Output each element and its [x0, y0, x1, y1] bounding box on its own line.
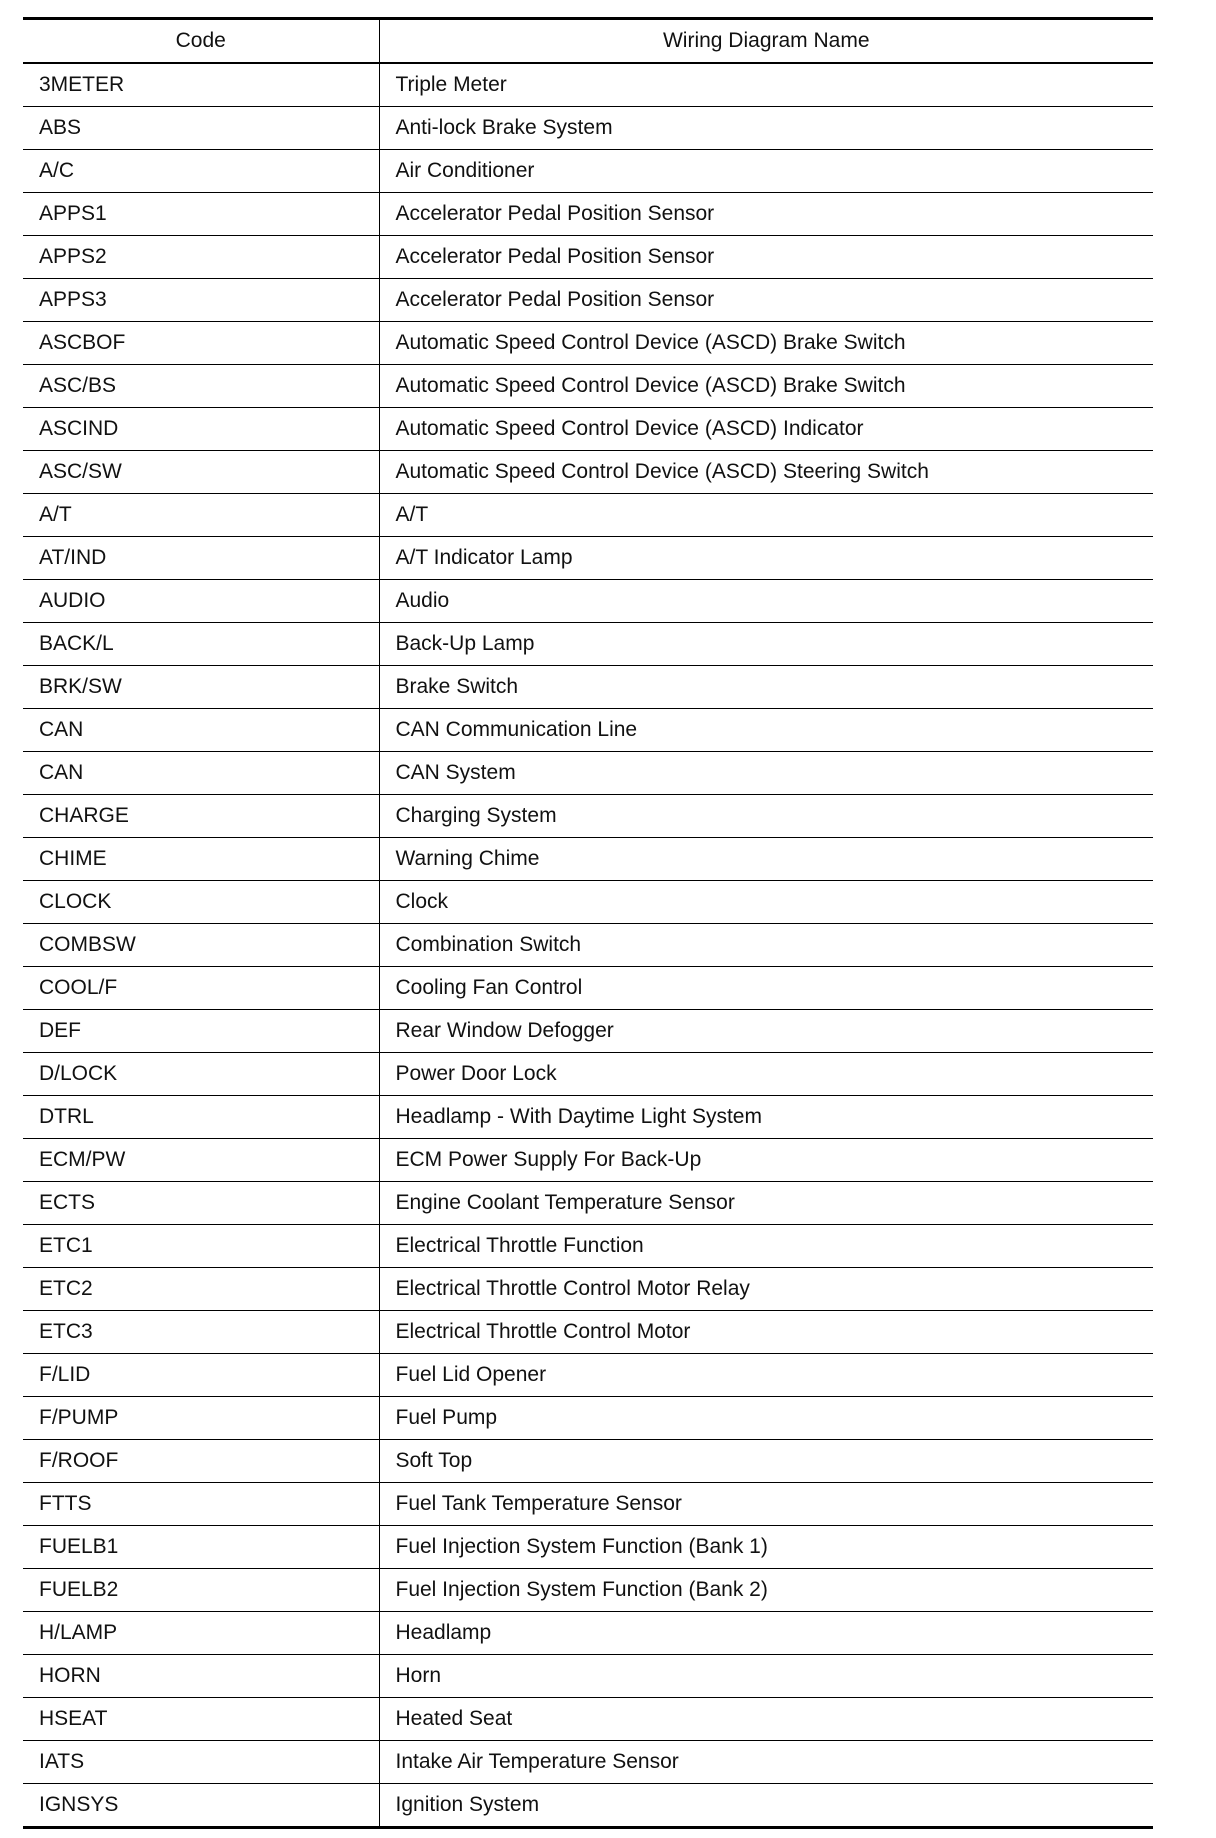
code-cell: IATS: [23, 1741, 379, 1784]
table-row: [23, 838, 1153, 881]
header-row: [23, 19, 1153, 64]
code-cell: CAN: [23, 752, 379, 795]
code-cell: AUDIO: [23, 580, 379, 623]
wiring-diagram-name-cell: A/T Indicator Lamp: [379, 537, 1153, 580]
code-cell: BACK/L: [23, 623, 379, 666]
code-cell: APPS2: [23, 236, 379, 279]
code-cell: F/PUMP: [23, 1397, 379, 1440]
code-cell: ECTS: [23, 1182, 379, 1225]
table-row: [23, 1311, 1153, 1354]
code-cell: ASC/SW: [23, 451, 379, 494]
code-cell: CAN: [23, 709, 379, 752]
wiring-diagram-name-cell: Accelerator Pedal Position Sensor: [379, 193, 1153, 236]
wiring-diagram-name-cell: Anti-lock Brake System: [379, 107, 1153, 150]
code-column-header: Code: [23, 19, 379, 64]
code-cell: APPS3: [23, 279, 379, 322]
table-row: [23, 1053, 1153, 1096]
wiring-diagram-name-cell: Combination Switch: [379, 924, 1153, 967]
table-row: [23, 709, 1153, 752]
wiring-diagram-name-cell: Clock: [379, 881, 1153, 924]
code-cell: FTTS: [23, 1483, 379, 1526]
table-row: [23, 1526, 1153, 1569]
wiring-diagram-name-cell: Power Door Lock: [379, 1053, 1153, 1096]
table-row: [23, 279, 1153, 322]
table-row: [23, 408, 1153, 451]
wiring-diagram-name-cell: Electrical Throttle Function: [379, 1225, 1153, 1268]
code-cell: ETC1: [23, 1225, 379, 1268]
table-row: [23, 537, 1153, 580]
wiring-diagram-name-cell: Ignition System: [395, 1793, 540, 1816]
code-cell: ASCBOF: [23, 322, 379, 365]
wiring-diagram-name-cell: Accelerator Pedal Position Sensor: [379, 236, 1153, 279]
wiring-diagram-name-cell: Fuel Injection System Function (Bank 2): [379, 1569, 1153, 1612]
code-cell: FUELB1: [23, 1526, 379, 1569]
table-row: [23, 193, 1153, 236]
table-row: [23, 451, 1153, 494]
table-row: [23, 1698, 1153, 1741]
code-cell: CHIME: [23, 838, 379, 881]
code-cell: ETC3: [23, 1311, 379, 1354]
table-row: [23, 1096, 1153, 1139]
wiring-diagram-name-cell: Audio: [379, 580, 1153, 623]
wiring-diagram-name-cell: Heated Seat: [379, 1698, 1153, 1741]
table-row: [23, 580, 1153, 623]
code-cell: CLOCK: [23, 881, 379, 924]
table-row: [23, 1010, 1153, 1053]
wiring-diagram-name-cell: Electrical Throttle Control Motor Relay: [379, 1268, 1153, 1311]
code-cell: COOL/F: [23, 967, 379, 1010]
table-row: [23, 1139, 1153, 1182]
code-cell: ABS: [23, 107, 379, 150]
code-cell: A/C: [23, 150, 379, 193]
wiring-diagram-name-cell: Cooling Fan Control: [379, 967, 1153, 1010]
table-row: [23, 63, 1153, 107]
code-cell: APPS1: [23, 193, 379, 236]
table-row: [23, 1182, 1153, 1225]
table-row: [23, 881, 1153, 924]
table-row: [23, 1225, 1153, 1268]
wiring-diagram-name-cell: Soft Top: [379, 1440, 1153, 1483]
wiring-diagram-name-cell: Horn: [379, 1655, 1153, 1698]
table-row: [23, 924, 1153, 967]
wiring-diagram-name-cell: Intake Air Temperature Sensor: [379, 1741, 1153, 1784]
code-cell: BRK/SW: [23, 666, 379, 709]
code-cell: F/LID: [23, 1354, 379, 1397]
wiring-diagram-name-cell: Automatic Speed Control Device (ASCD) Indicator: [379, 408, 1153, 451]
table-header: [23, 19, 1153, 64]
code-cell: H/LAMP: [23, 1612, 379, 1655]
wiring-diagram-name-cell: Accelerator Pedal Position Sensor: [379, 279, 1153, 322]
wiring-diagram-name-cell: Headlamp: [379, 1612, 1153, 1655]
code-cell: ETC2: [23, 1268, 379, 1311]
wiring-diagram-name-cell: Automatic Speed Control Device (ASCD) Brake Switch: [379, 322, 1153, 365]
wiring-diagram-name-cell: Brake Switch: [379, 666, 1153, 709]
code-cell: F/ROOF: [23, 1440, 379, 1483]
table-row: [23, 666, 1153, 709]
table-row: [23, 1268, 1153, 1311]
wiring-diagram-name-cell: Fuel Tank Temperature Sensor: [379, 1483, 1153, 1526]
table-row: [23, 322, 1153, 365]
wiring-diagram-name-cell: Fuel Lid Opener: [379, 1354, 1153, 1397]
code-cell: AT/IND: [23, 537, 379, 580]
table-row: [23, 494, 1153, 537]
code-cell: ECM/PW: [23, 1139, 379, 1182]
table-row: [23, 1784, 1153, 1828]
code-cell: DEF: [23, 1010, 379, 1053]
code-cell: HSEAT: [23, 1698, 379, 1741]
table-row: [23, 1354, 1153, 1397]
table-row: [23, 623, 1153, 666]
table-row: [23, 365, 1153, 408]
wiring-diagram-name-cell: Air Conditioner: [379, 150, 1153, 193]
wiring-diagram-name-cell: Charging System: [379, 795, 1153, 838]
wiring-diagram-name-cell: CAN Communication Line: [379, 709, 1153, 752]
wiring-diagram-name-cell: Headlamp - With Daytime Light System: [379, 1096, 1153, 1139]
table-row: [23, 107, 1153, 150]
wiring-diagram-name-cell: Rear Window Defogger: [379, 1010, 1153, 1053]
code-cell: HORN: [23, 1655, 379, 1698]
code-cell: FUELB2: [23, 1569, 379, 1612]
code-cell: ASCIND: [23, 408, 379, 451]
wiring-diagram-name-cell: Back-Up Lamp: [379, 623, 1153, 666]
table-row: [23, 795, 1153, 838]
table-row: [23, 1483, 1153, 1526]
table-row: [23, 150, 1153, 193]
code-cell: IGNSYS: [23, 1784, 379, 1828]
wiring-diagram-code-table: [23, 17, 1153, 1829]
code-cell: A/T: [23, 494, 379, 537]
wiring-diagram-name-cell: A/T: [379, 494, 1153, 537]
code-cell: CHARGE: [23, 795, 379, 838]
table-row: [23, 1569, 1153, 1612]
wiring-diagram-name-cell: Automatic Speed Control Device (ASCD) Brake Switch: [379, 365, 1153, 408]
wiring-diagram-name-cell: Triple Meter: [379, 63, 1153, 107]
wiring-diagram-name-cell: Electrical Throttle Control Motor: [379, 1311, 1153, 1354]
code-cell: D/LOCK: [23, 1053, 379, 1096]
table-row: [23, 236, 1153, 279]
table-row: [23, 1741, 1153, 1784]
code-cell: ASC/BS: [23, 365, 379, 408]
wiring-diagram-name-cell: Fuel Pump: [379, 1397, 1153, 1440]
table-row: [23, 752, 1153, 795]
wiring-diagram-name-cell: CAN System: [379, 752, 1153, 795]
code-cell: DTRL: [23, 1096, 379, 1139]
code-cell: 3METER: [23, 63, 379, 107]
table-row: [23, 1440, 1153, 1483]
wiring-diagram-name-cell: Engine Coolant Temperature Sensor: [379, 1182, 1153, 1225]
table-row: [23, 1612, 1153, 1655]
table-row: [23, 1655, 1153, 1698]
wiring-diagram-name-cell: Automatic Speed Control Device (ASCD) Steering Switch: [379, 451, 1153, 494]
wiring-diagram-name-cell: ECM Power Supply For Back-Up: [379, 1139, 1153, 1182]
table-row: [23, 967, 1153, 1010]
name-column-header: Wiring Diagram Name: [379, 19, 1153, 64]
wiring-diagram-name-cell: Warning Chime: [379, 838, 1153, 881]
table-body: [23, 63, 1153, 1828]
table-row: [23, 1397, 1153, 1440]
code-cell: COMBSW: [23, 924, 379, 967]
wiring-diagram-name-cell: Fuel Injection System Function (Bank 1): [379, 1526, 1153, 1569]
